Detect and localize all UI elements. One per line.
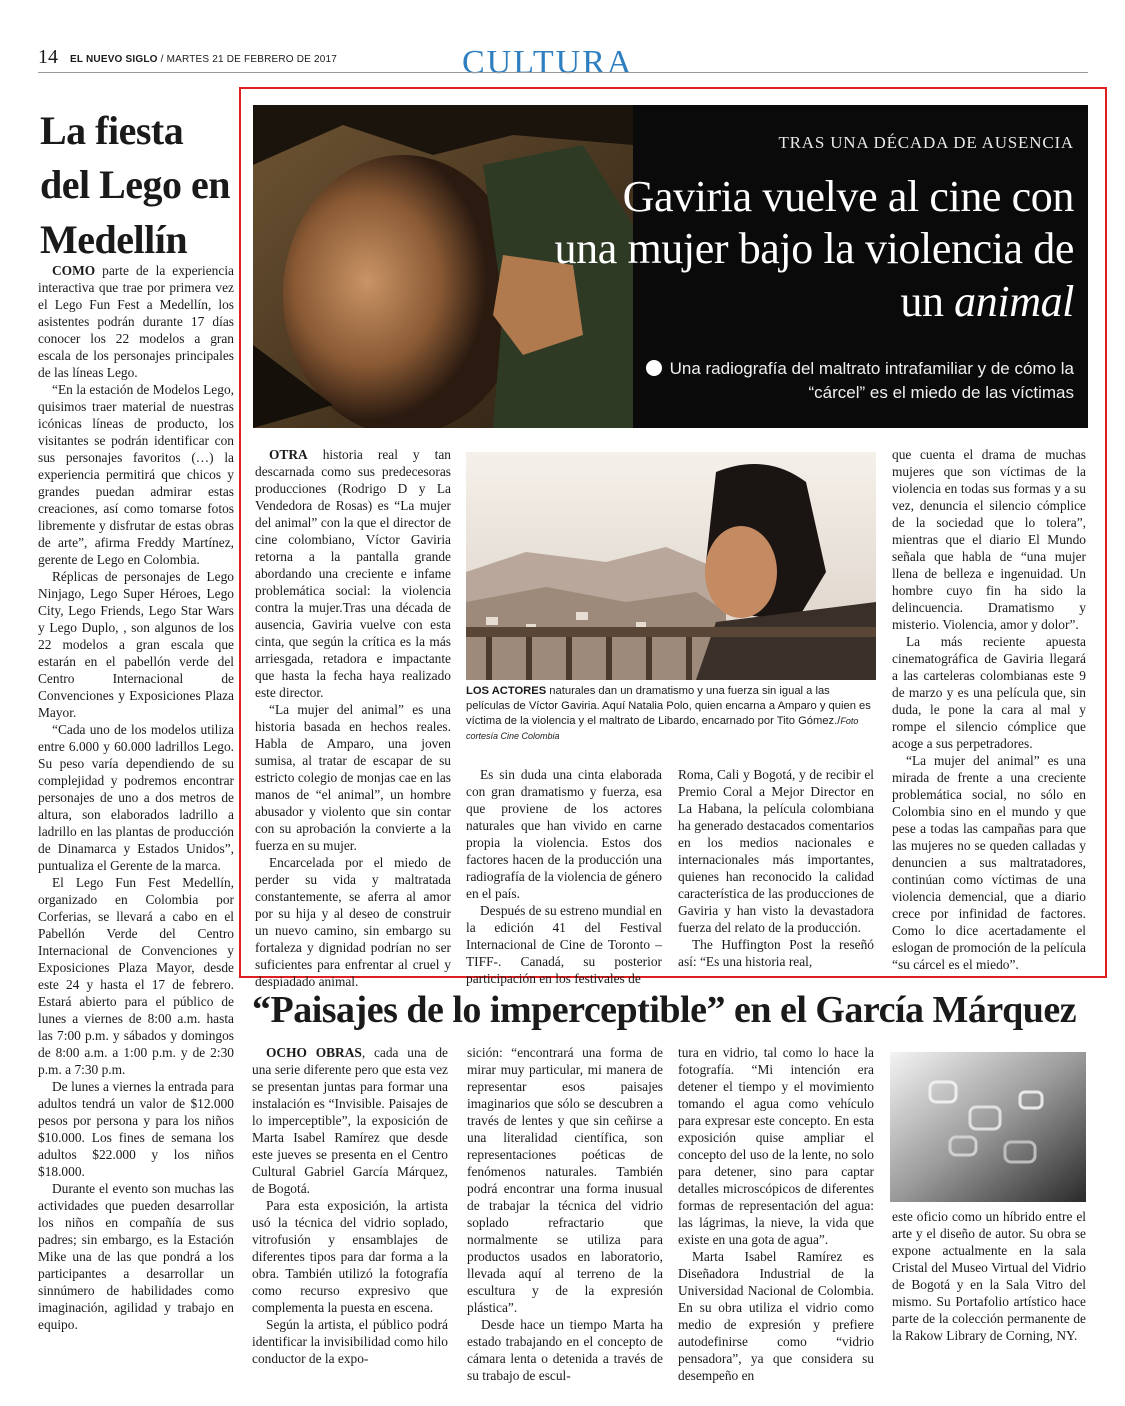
left-story-paragraph: “Cada uno de los modelos utiliza entre 6.000 y 60.000 ladrillos Lego. Su peso varía dependiendo de su complejidad y podremos encontrar personajes de uno a dos metros de altura, son elaborados ladrillo a ladrillo en las plantas de producción de Dinamarca y Estados Unidos”, puntualiza el Gerente de la marca. <box>38 722 234 873</box>
photo-credit: Foto cortesía Cine Colombia <box>466 716 859 741</box>
feature-paragraph: Después de su estreno mundial en la edición 41 del Festival Internacional de Cine de Toronto –TIFF-. Canadá, su posterior participación en los festivales de <box>466 903 662 986</box>
feature-kicker: TRAS UNA DÉCADA DE AUSENCIA <box>778 133 1074 152</box>
bottom-paragraph: Para esta exposición, la artista usó la técnica del vidrio soplado, vitrofusión y ensamblajes de diferentes tipos para dar forma a la obra. También utilizó la fotografía como recurso expresivo que complementa la puesta en escena. <box>252 1198 448 1315</box>
feature-headline-italic: animal <box>954 276 1074 326</box>
left-story-paragraph: Durante el evento son muchas las actividades que pueden desarrollar los niños en compañía de sus padres; sin embargo, es la Estación Mike una de las que pondrá a los participantes a desarrollar un sinnúmero de habilidades como imaginación, agilidad y trabajo en equipo. <box>38 1181 234 1332</box>
bottom-paragraph: sición: “encontrará una forma de mirar muy particular, mi manera de representar esos paisajes imaginarios que sólo se descubren a través de lentes y que sin ceñirse a una literalidad científica, son representaciones poéticas de fenómenos naturales. También podrá encontrar una forma inusual de trabajar la técnica del vidrio soplado refractario que normalmente se utiliza para productos usados en laboratorio, llevada aquí al terreno de la escultura y de la expresión plástica”. <box>467 1045 663 1315</box>
left-story-paragraph: COMO parte de la experiencia interactiva que trae por primera vez el Lego Fun Fest a Medellín, los asistentes podrán durante 17 días conocer los 22 modelos a gran escala de los personajes principales de las líneas Lego. <box>38 263 234 380</box>
feature-headline: Gaviria vuelve al cine con una mujer bajo la violencia de un animal <box>554 172 1074 326</box>
feature-paragraph: que cuenta el drama de muchas mujeres que son víctimas de la violencia en todas sus formas y a su vez, denuncia el silencio cómplice de la sociedad que lo tolera”, mientras que el diario El Mundo señala que habla de “una mujer llena de belleza e ingenuidad. Un hombre cuyo fin ha sido la delincuencia. Dramatismo y misterio. Violencia, amor y dolor”. <box>892 447 1086 632</box>
feature-column-2 <box>466 766 662 987</box>
bottom-paragraph: OCHO OBRAS, cada una de una serie diferente pero que esta vez se presentan juntas para formar una instalación es “Invisible. Paisajes de lo imperceptible”, la exposición de Marta Isabel Ramírez que desde este jueves se presenta en el Centro Cultural Gabriel García Márquez, de Bogotá. <box>252 1045 448 1196</box>
left-story-paragraph: Réplicas de personajes de Lego Ninjago, Lego Super Héroes, Lego City, Lego Friends, Lego Star Wars y Lego Duplo, , son algunos de los 22 modelos a gran escala que estarán en el pabellón verde del Centro Internacional de Convenciones y Exposiciones Plaza Mayor. <box>38 569 234 720</box>
bottom-paragraph: Desde hace un tiempo Marta ha estado trabajando en el concepto de cámara lenta o detenida a través de su trabajo de escul- <box>467 1317 663 1383</box>
feature-subheadline: Una radiografía del maltrato intrafamiliar y de cómo la “cárcel” es el miedo de las víctimas <box>594 357 1074 405</box>
page-number: 14 <box>38 46 58 68</box>
feature-paragraph: OTRA historia real y tan descarnada como sus predecesoras producciones (Rodrigo D y La Vendedora de Rosas) es “La mujer del animal” con la que el director de cine colombiano, Víctor Gaviria retorna a la pantalla grande abordando una creciente e infame problemática social: la violencia contra la mujer.Tras una década de ausencia, Gaviria vuelve con esta cinta, que según la crítica es la más arriesgada, retadora e impactante que hasta la fecha haya realizado este director. <box>255 447 451 700</box>
bottom-paragraph: Marta Isabel Ramírez es Diseñadora Industrial de la Universidad Nacional de Colombia. En su obra utiliza el vidrio como medio de expresión y prefiere autodefinirse como “vidrio pensadora”, ya que considera su desempeño en <box>678 1249 874 1383</box>
left-story-headline: La fiesta del Lego en Medellín <box>40 108 231 262</box>
bottom-column-2 <box>467 1044 663 1384</box>
feature-paragraph: The Huffington Post la reseñó así: “Es una historia real, <box>678 937 874 969</box>
left-story-body <box>38 262 234 1333</box>
feature-photo-actress <box>466 452 876 680</box>
caption-lead: LOS ACTORES <box>466 685 547 697</box>
bottom-story-headline: “Paisajes de lo imperceptible” en el García Márquez <box>252 989 1077 1031</box>
left-story-paragraph: De lunes a viernes la entrada para adultos tendrá un valor de $12.000 pesos por persona y para los niños $10.000. Los fines de semana los adultos $22.000 y los niños $18.000. <box>38 1079 234 1179</box>
feature-paragraph: Roma, Cali y Bogotá, y de recibir el Premio Coral a Mejor Director en La Habana, la película colombiana ha generado destacados comentarios en los medios nacionales e internacionales más importantes, quienes han reconocido la calidad característica de las producciones de Gaviria y han visto la devastadora fuerza del relato de la producción. <box>678 767 874 935</box>
feature-paragraph: La más reciente apuesta cinematográfica de Gaviria llegará a las carteleras colombianas este 9 de marzo y es una película que, sin duda, le pone la cara al mal y rompe el silencio cómplice que acoge a sus perpetradores. <box>892 634 1086 751</box>
masthead-rule <box>38 72 1088 73</box>
left-story-paragraph: El Lego Fun Fest Medellín, organizado en Colombia por Corferias, se llevará a cabo en el Pabellón Verde del Centro Internacional de Convenciones y Exposiciones Plaza Mayor, desde este 24 y hasta el 17 de febrero. Estará abierto para el público de lunes a viernes de 8:00 a.m. hasta las 7:00 p.m. y sábados y domingos de 8:00 a.m. a 1:00 p.m. y de 2:30 p.m. a 7:30 p.m. <box>38 875 234 1077</box>
glass-artwork-photo <box>890 1052 1086 1202</box>
feature-column-4 <box>892 446 1086 973</box>
bottom-paragraph: Según la artista, el público podrá identificar la invisibilidad como hilo conductor de la expo- <box>252 1317 448 1366</box>
lead-word: OTRA <box>269 447 308 462</box>
feature-column-3 <box>678 766 874 970</box>
feature-paragraph: Encarcelada por el miedo de perder su vida y maltratada constantemente, se aferra al amor por su hija y al deseo de construir un nuevo camino, sin embargo su fortaleza y dignidad podrían no ser suficientes para enfrentar al cruel y despiadado animal. <box>255 855 451 989</box>
feature-photo-caption: LOS ACTORES naturales dan un dramatismo y una fuerza sin igual a las películas de Víctor Gaviria. Aquí Natalia Polo, quien encarna a Amparo y quien es víctima de la violencia y el maltrato de Libardo, encarnado por Tito Gómez./Foto cortesía Cine Colombia <box>466 685 871 741</box>
feature-hero <box>253 105 1088 428</box>
bottom-column-4 <box>892 1208 1086 1344</box>
feature-paragraph: Es sin duda una cinta elaborada con gran dramatismo y fuerza, esa que proviene de los actores naturales que han vivido en carne propia la violencia. Estos dos factores hacen de la producción una radiografía de la violencia de género en el país. <box>466 767 662 901</box>
issue-date: / MARTES 21 DE FEBRERO DE 2017 <box>160 54 338 65</box>
left-story-paragraph: “En la estación de Modelos Lego, quisimos traer material de nuestras icónicas líneas de producto, los visitantes se podrán identificar con sus personajes favoritos (…) la experiencia permitirá que chicos y grandes puedan admirar estas creaciones, así como tomarse fotos libremente y disfrutar de estas obras de arte”, afirma Freddy Martínez, gerente de Lego en Colombia. <box>38 382 234 567</box>
bottom-paragraph: este oficio como un híbrido entre el arte y el diseño de autor. Su obra se expone actualmente en la sala Cristal del Museo Virtual del Vidrio de Bogotá y en la Sala Vitro del mismo. Su Portafolio artístico hace parte de la colección permanente de la Rakow Library de Corning, NY. <box>892 1209 1086 1343</box>
paper-name: EL NUEVO SIGLO <box>70 54 158 65</box>
section-tag: CULTURA <box>462 44 634 81</box>
masthead-meta <box>70 54 337 65</box>
bottom-column-1 <box>252 1044 448 1367</box>
bottom-paragraph: tura en vidrio, tal como lo hace la fotografía. “Mi intención era detener el tiempo y el movimiento tomando el agua como vehículo para expresar este concepto. En esta exposición quise ampliar el concepto del uso de la lente, no solo para detener, sino para captar detalles microscópicos de diferentes formas de representación del agua: las lágrimas, la nieve, la vida que existe en una gota de agua”. <box>678 1045 874 1247</box>
lead-word: COMO <box>52 263 96 278</box>
feature-paragraph: “La mujer del animal” es una historia basada en hechos reales. Habla de Amparo, una joven sumisa, al tratar de escapar de su estricto colegio de monjas cae en las manos de “el animal”, un hombre abusador y violento que sin contar con su aprobación la convierte a la fuerza en su mujer. <box>255 702 451 853</box>
feature-column-1 <box>255 446 451 990</box>
bottom-column-3 <box>678 1044 874 1384</box>
feature-paragraph: “La mujer del animal” es una mirada de frente a una creciente problemática social, no sólo en Colombia sino en el mundo y que pese a todas las campañas para que las mujeres no se queden calladas y denuncien a sus maltratadores, continúan como víctimas de una violencia demencial, que a diario crece por infinidad de factores. Como lo dice acertadamente el eslogan de promoción de la película “su cárcel es el miedo”. <box>892 753 1086 972</box>
bullet-icon <box>646 360 662 376</box>
lead-word: OCHO OBRAS <box>266 1045 362 1060</box>
